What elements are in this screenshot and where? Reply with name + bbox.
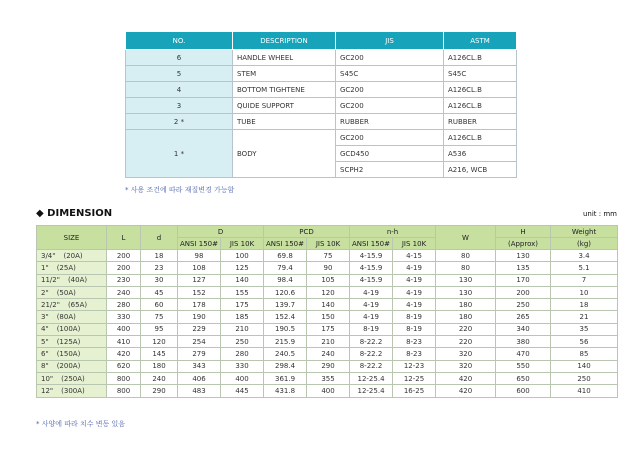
size-cell [37, 372, 107, 384]
cell-w: 130 [436, 286, 496, 298]
cell-nh-ansi: 8-22.2 [350, 336, 393, 348]
header-d-outer: D [178, 226, 264, 238]
size-inch: 5" [41, 337, 49, 346]
dimension-row [37, 385, 618, 397]
part-no: 2 * [126, 114, 233, 130]
cell-d: 95 [141, 323, 178, 335]
size-cell [37, 336, 107, 348]
cell-h: 170 [496, 274, 551, 286]
size-inch: 11/2" [41, 276, 60, 285]
dimension-header-row-1 [37, 226, 618, 238]
cell-w: 320 [436, 348, 496, 360]
materials-row [126, 98, 517, 114]
cell-nh-ansi: 4-15.9 [350, 262, 393, 274]
cell-pcd-jis: 140 [307, 299, 350, 311]
cell-pcd-ansi: 190.5 [264, 323, 307, 335]
size-inch: 8" [41, 362, 49, 371]
size-dn: (20A) [63, 251, 83, 260]
part-jis: GC200 [336, 82, 444, 98]
header-size: SIZE [37, 226, 107, 250]
cell-pcd-jis: 75 [307, 250, 350, 262]
cell-pcd-jis: 105 [307, 274, 350, 286]
materials-row [126, 66, 517, 82]
cell-pcd-jis: 210 [307, 336, 350, 348]
size-cell [37, 348, 107, 360]
cell-h: 250 [496, 299, 551, 311]
cell-d-ansi: 254 [178, 336, 221, 348]
cell-nh-jis: 12-25 [393, 372, 436, 384]
size-cell [37, 286, 107, 298]
cell-nh-ansi: 12-25.4 [350, 385, 393, 397]
cell-w: 80 [436, 262, 496, 274]
cell-h: 600 [496, 385, 551, 397]
cell-d-ansi: 178 [178, 299, 221, 311]
cell-w: 80 [436, 250, 496, 262]
header-weight: Weight [551, 226, 618, 238]
cell-nh-jis: 8-23 [393, 348, 436, 360]
cell-d-ansi: 127 [178, 274, 221, 286]
cell-w: 220 [436, 336, 496, 348]
cell-nh-ansi: 4-19 [350, 286, 393, 298]
size-cell [37, 262, 107, 274]
cell-d-jis: 330 [221, 360, 264, 372]
cell-nh-ansi: 8-22.2 [350, 360, 393, 372]
cell-nh-ansi: 4-15.9 [350, 274, 393, 286]
size-inch: 3/4" [41, 251, 56, 260]
header-nh-jis: JIS 10K [393, 238, 436, 250]
cell-w: 180 [436, 299, 496, 311]
header-d-ansi: ANSI 150# [178, 238, 221, 250]
dimension-row [37, 360, 618, 372]
cell-d: 145 [141, 348, 178, 360]
cell-w: 420 [436, 372, 496, 384]
dimension-body [37, 250, 618, 398]
materials-row [126, 114, 517, 130]
dimension-row [37, 348, 618, 360]
cell-w: 320 [436, 360, 496, 372]
cell-d: 240 [141, 372, 178, 384]
header-w: W [436, 226, 496, 250]
part-description: STEM [233, 66, 336, 82]
cell-weight: 21 [551, 311, 618, 323]
cell-d-ansi: 279 [178, 348, 221, 360]
cell-d-jis: 400 [221, 372, 264, 384]
cell-d: 18 [141, 250, 178, 262]
dimension-row [37, 336, 618, 348]
dimension-row [37, 323, 618, 335]
cell-l: 620 [107, 360, 141, 372]
dimension-row [37, 372, 618, 384]
cell-d-ansi: 483 [178, 385, 221, 397]
unit-label: unit : mm [582, 210, 617, 218]
cell-h: 340 [496, 323, 551, 335]
part-jis: SCPH2 [336, 162, 444, 178]
header-pcd-jis: JIS 10K [307, 238, 350, 250]
cell-weight: 85 [551, 348, 618, 360]
part-astm: A126CL.B [444, 50, 517, 66]
size-inch: 12" [41, 386, 54, 395]
part-no: 1 * [126, 130, 233, 178]
cell-d-jis: 445 [221, 385, 264, 397]
cell-pcd-jis: 355 [307, 372, 350, 384]
dimension-row [37, 274, 618, 286]
cell-d: 180 [141, 360, 178, 372]
dimension-change-note: * 사양에 따라 치수 변동 있음 [36, 420, 126, 428]
cell-nh-jis: 12-23 [393, 360, 436, 372]
cell-nh-jis: 4-15 [393, 250, 436, 262]
materials-row [126, 82, 517, 98]
cell-nh-ansi: 8-22.2 [350, 348, 393, 360]
materials-header-row [126, 32, 517, 50]
cell-d-ansi: 343 [178, 360, 221, 372]
cell-l: 230 [107, 274, 141, 286]
size-inch: 1" [41, 263, 49, 272]
cell-d: 120 [141, 336, 178, 348]
cell-l: 200 [107, 262, 141, 274]
header-pcd-ansi: ANSI 150# [264, 238, 307, 250]
cell-d-jis: 280 [221, 348, 264, 360]
header-jis: JIS [336, 32, 444, 50]
cell-pcd-ansi: 361.9 [264, 372, 307, 384]
size-cell [37, 274, 107, 286]
cell-nh-ansi: 12-25.4 [350, 372, 393, 384]
cell-h: 550 [496, 360, 551, 372]
cell-h: 380 [496, 336, 551, 348]
dimension-row [37, 250, 618, 262]
cell-l: 420 [107, 348, 141, 360]
cell-l: 280 [107, 299, 141, 311]
header-description: DESCRIPTION [233, 32, 336, 50]
cell-w: 420 [436, 385, 496, 397]
cell-l: 200 [107, 250, 141, 262]
part-astm: A216, WCB [444, 162, 517, 178]
cell-pcd-jis: 120 [307, 286, 350, 298]
cell-weight: 250 [551, 372, 618, 384]
header-n-h: n-h [350, 226, 436, 238]
cell-weight: 3.4 [551, 250, 618, 262]
cell-d-jis: 155 [221, 286, 264, 298]
cell-d: 30 [141, 274, 178, 286]
part-jis: GCD450 [336, 146, 444, 162]
cell-pcd-jis: 400 [307, 385, 350, 397]
size-cell [37, 323, 107, 335]
cell-d-jis: 250 [221, 336, 264, 348]
size-dn: (25A) [56, 263, 76, 272]
cell-weight: 140 [551, 360, 618, 372]
material-change-note: * 사용 조건에 따라 재질변경 가능함 [125, 186, 235, 194]
part-astm: S45C [444, 66, 517, 82]
cell-l: 240 [107, 286, 141, 298]
size-dn: (40A) [67, 276, 88, 285]
size-dn: (250A) [61, 374, 85, 383]
size-inch: 4" [41, 325, 49, 334]
size-cell [37, 385, 107, 397]
part-no: 6 [126, 50, 233, 66]
header-astm: ASTM [444, 32, 517, 50]
part-jis: GC200 [336, 98, 444, 114]
cell-h: 470 [496, 348, 551, 360]
cell-h: 200 [496, 286, 551, 298]
cell-h: 265 [496, 311, 551, 323]
materials-row [126, 50, 517, 66]
cell-d-ansi: 152 [178, 286, 221, 298]
dimension-row [37, 299, 618, 311]
part-description: BOTTOM TIGHTENE [233, 82, 336, 98]
part-jis: GC200 [336, 130, 444, 146]
cell-nh-jis: 4-19 [393, 299, 436, 311]
cell-d: 60 [141, 299, 178, 311]
cell-d: 45 [141, 286, 178, 298]
cell-l: 330 [107, 311, 141, 323]
cell-d-jis: 140 [221, 274, 264, 286]
cell-nh-ansi: 4-19 [350, 311, 393, 323]
size-dn: (125A) [56, 337, 81, 346]
dimension-table [36, 225, 618, 398]
size-cell [37, 299, 107, 311]
cell-h: 135 [496, 262, 551, 274]
size-cell [37, 250, 107, 262]
cell-nh-jis: 4-19 [393, 262, 436, 274]
header-l: L [107, 226, 141, 250]
size-inch: 10" [41, 374, 54, 383]
dimension-row [37, 262, 618, 274]
cell-pcd-ansi: 152.4 [264, 311, 307, 323]
cell-d-jis: 175 [221, 299, 264, 311]
cell-w: 130 [436, 274, 496, 286]
cell-pcd-jis: 175 [307, 323, 350, 335]
cell-nh-jis: 8-19 [393, 311, 436, 323]
cell-d-jis: 125 [221, 262, 264, 274]
part-no: 5 [126, 66, 233, 82]
part-astm: A126CL.B [444, 98, 517, 114]
cell-pcd-ansi: 298.4 [264, 360, 307, 372]
cell-l: 400 [107, 323, 141, 335]
cell-nh-jis: 4-19 [393, 274, 436, 286]
dimension-row [37, 286, 618, 298]
cell-d-ansi: 98 [178, 250, 221, 262]
header-d-jis: JIS 10K [221, 238, 264, 250]
header-weight-kg: (kg) [551, 238, 618, 250]
size-inch: 21/2" [41, 300, 60, 309]
materials-row [126, 130, 517, 146]
dimension-row [37, 311, 618, 323]
cell-weight: 10 [551, 286, 618, 298]
cell-pcd-jis: 240 [307, 348, 350, 360]
size-cell [37, 360, 107, 372]
cell-pcd-ansi: 431.8 [264, 385, 307, 397]
dimension-title: ◆ DIMENSION [36, 208, 113, 219]
size-inch: 2" [41, 288, 49, 297]
cell-l: 410 [107, 336, 141, 348]
part-astm: A126CL.B [444, 82, 517, 98]
cell-pcd-ansi: 98.4 [264, 274, 307, 286]
cell-d: 290 [141, 385, 178, 397]
cell-d-jis: 210 [221, 323, 264, 335]
cell-d-ansi: 229 [178, 323, 221, 335]
size-dn: (150A) [56, 350, 81, 359]
materials-body [126, 50, 517, 178]
part-description: TUBE [233, 114, 336, 130]
size-cell [37, 311, 107, 323]
cell-weight: 56 [551, 336, 618, 348]
header-h-approx: (Approx) [496, 238, 551, 250]
part-astm: RUBBER [444, 114, 517, 130]
cell-d: 23 [141, 262, 178, 274]
cell-d-jis: 100 [221, 250, 264, 262]
part-description: BODY [233, 130, 336, 178]
cell-pcd-ansi: 79.4 [264, 262, 307, 274]
header-h: H [496, 226, 551, 238]
cell-pcd-ansi: 69.8 [264, 250, 307, 262]
cell-w: 220 [436, 323, 496, 335]
cell-weight: 18 [551, 299, 618, 311]
cell-nh-ansi: 4-15.9 [350, 250, 393, 262]
size-dn: (80A) [56, 313, 76, 322]
cell-pcd-ansi: 240.5 [264, 348, 307, 360]
header-nh-ansi: ANSI 150# [350, 238, 393, 250]
header-no: NO. [126, 32, 233, 50]
size-dn: (100A) [56, 325, 81, 334]
cell-weight: 410 [551, 385, 618, 397]
cell-pcd-jis: 150 [307, 311, 350, 323]
materials-table [125, 31, 517, 178]
cell-pcd-ansi: 120.6 [264, 286, 307, 298]
part-no: 3 [126, 98, 233, 114]
size-inch: 6" [41, 350, 49, 359]
part-jis: GC200 [336, 50, 444, 66]
cell-nh-jis: 8-23 [393, 336, 436, 348]
cell-d-ansi: 406 [178, 372, 221, 384]
cell-nh-jis: 4-19 [393, 286, 436, 298]
cell-pcd-jis: 90 [307, 262, 350, 274]
header-d-small: d [141, 226, 178, 250]
cell-d: 75 [141, 311, 178, 323]
part-no: 4 [126, 82, 233, 98]
header-pcd: PCD [264, 226, 350, 238]
cell-nh-ansi: 4-19 [350, 299, 393, 311]
cell-pcd-ansi: 215.9 [264, 336, 307, 348]
cell-pcd-jis: 290 [307, 360, 350, 372]
cell-d-ansi: 190 [178, 311, 221, 323]
cell-weight: 35 [551, 323, 618, 335]
cell-pcd-ansi: 139.7 [264, 299, 307, 311]
cell-h: 650 [496, 372, 551, 384]
cell-weight: 7 [551, 274, 618, 286]
cell-d-jis: 185 [221, 311, 264, 323]
size-dn: (300A) [61, 386, 85, 395]
size-dn: (200A) [56, 362, 81, 371]
part-jis: RUBBER [336, 114, 444, 130]
part-description: QUIDE SUPPORT [233, 98, 336, 114]
cell-nh-ansi: 8-19 [350, 323, 393, 335]
cell-l: 800 [107, 385, 141, 397]
cell-nh-jis: 8-19 [393, 323, 436, 335]
cell-d-ansi: 108 [178, 262, 221, 274]
size-inch: 3" [41, 313, 49, 322]
part-astm: A536 [444, 146, 517, 162]
cell-h: 130 [496, 250, 551, 262]
cell-w: 180 [436, 311, 496, 323]
cell-weight: 5.1 [551, 262, 618, 274]
size-dn: (65A) [67, 300, 88, 309]
part-astm: A126CL.B [444, 130, 517, 146]
part-jis: S45C [336, 66, 444, 82]
size-dn: (50A) [56, 288, 76, 297]
cell-l: 800 [107, 372, 141, 384]
part-description: HANDLE WHEEL [233, 50, 336, 66]
cell-nh-jis: 16-25 [393, 385, 436, 397]
